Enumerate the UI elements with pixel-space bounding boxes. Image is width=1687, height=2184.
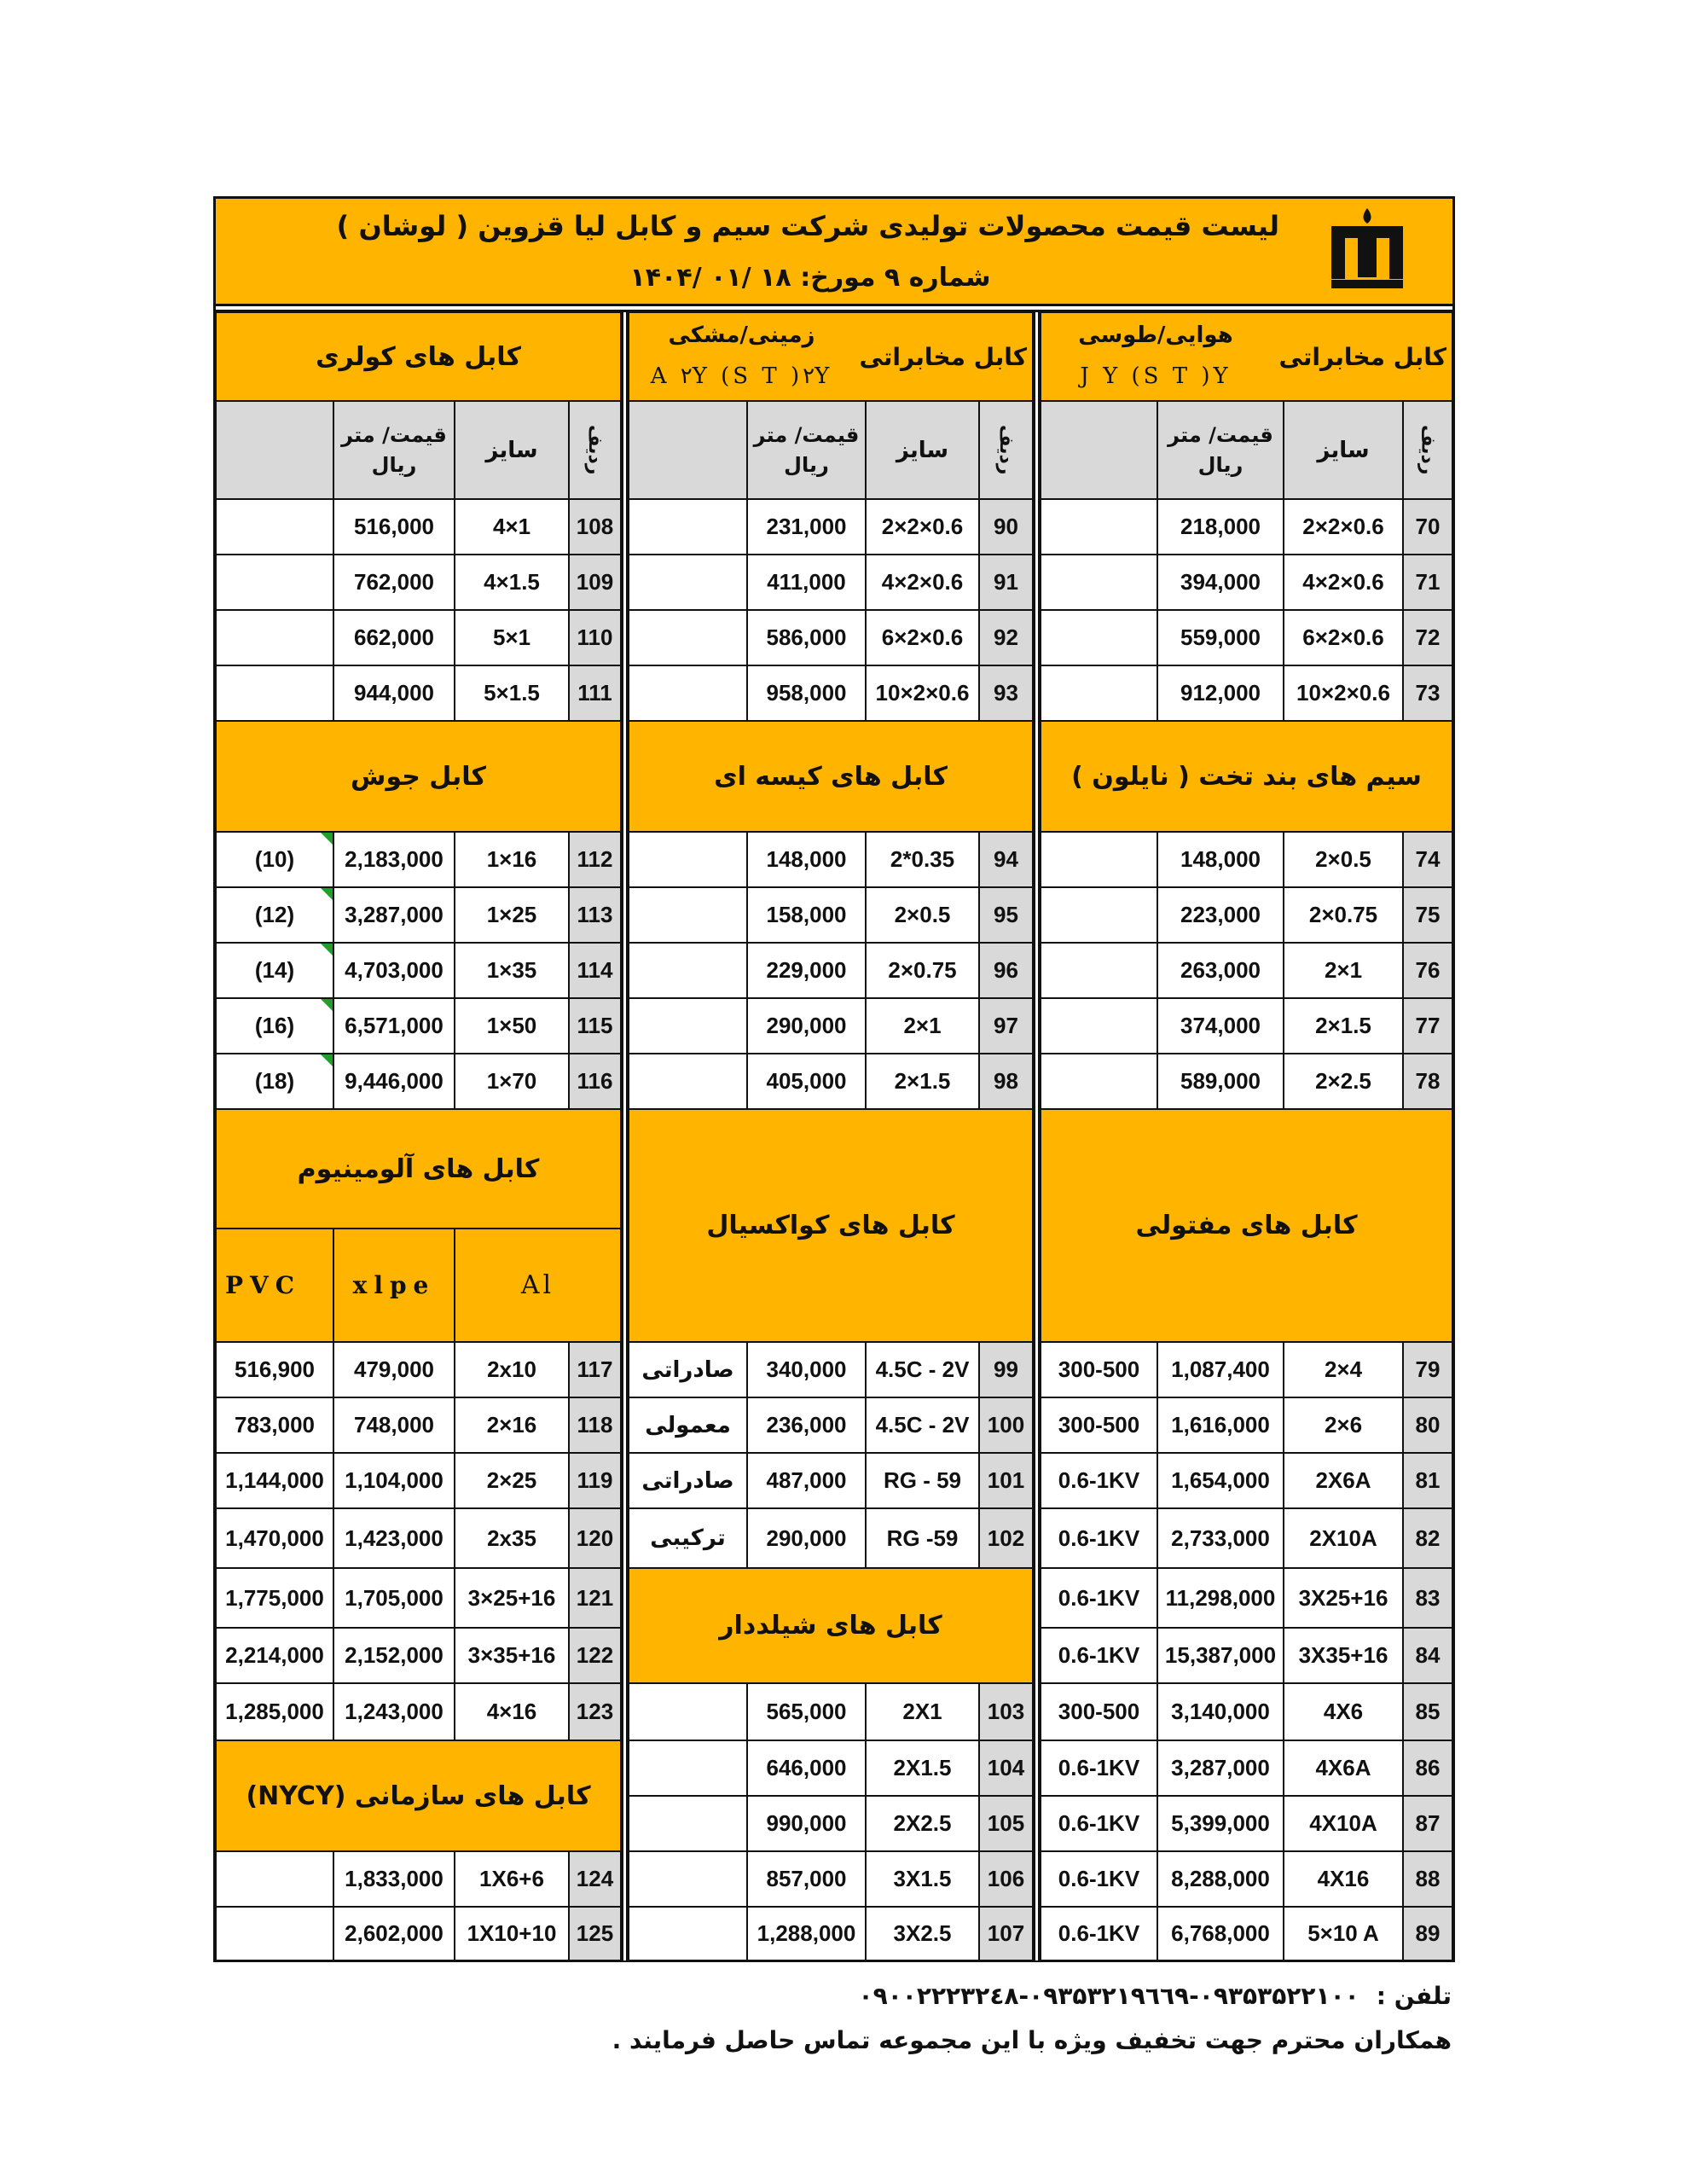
- row-number-cell: 75: [1403, 887, 1452, 943]
- price-cell: 411,000: [747, 555, 866, 610]
- price-cell: 1,833,000: [333, 1851, 455, 1907]
- size-cell: 4×2×0.6: [1284, 555, 1403, 610]
- extra-cell: [1041, 832, 1157, 887]
- row-number-cell: 84: [1403, 1628, 1452, 1683]
- price-cell: 4,703,000: [333, 943, 455, 998]
- empty-header-cell: [216, 401, 333, 499]
- page-subtitle: شماره ۹ مورخ: ۱۸ /۰۱ /۱۴۰۴: [629, 263, 991, 293]
- extra-cell: [629, 1851, 747, 1907]
- row-number-cell: 99: [979, 1342, 1033, 1397]
- extra-cell: [216, 610, 333, 665]
- size-cell: 2×1.5: [1284, 998, 1403, 1054]
- section-title: کابل مخابراتی: [1278, 342, 1446, 371]
- size-cell: 2X2.5: [866, 1796, 979, 1851]
- size-header: سایز: [455, 401, 569, 499]
- price-cell: 2,733,000: [1157, 1508, 1284, 1568]
- xlpe-price-cell: 748,000: [333, 1397, 455, 1453]
- size-cell: 2×16: [455, 1397, 569, 1453]
- size-cell: 1×50: [455, 998, 569, 1054]
- pvc-price-cell: 2,214,000: [216, 1628, 333, 1683]
- row-number-cell: 111: [569, 665, 621, 721]
- extra-cell: [629, 610, 747, 665]
- extra-cell: [216, 1851, 333, 1907]
- row-number-header: [569, 401, 621, 499]
- extra-cell: [1041, 887, 1157, 943]
- size-cell: 3X35+16: [1284, 1628, 1403, 1683]
- row-number-cell: 108: [569, 499, 621, 555]
- price-cell: 158,000: [747, 887, 866, 943]
- phone-label: تلفن :: [1376, 1982, 1452, 2010]
- extra-cell: [216, 665, 333, 721]
- al-column-header: Al: [455, 1228, 621, 1342]
- row-number-header: [979, 401, 1033, 499]
- company-logo-icon: [1320, 203, 1414, 299]
- row-number-cell: 80: [1403, 1397, 1452, 1453]
- size-cell: 1X6+6: [455, 1851, 569, 1907]
- row-number-cell: 90: [979, 499, 1033, 555]
- row-number-cell: 103: [979, 1683, 1033, 1740]
- telecom-section-header: [629, 312, 1033, 401]
- size-cell: 2x35: [455, 1508, 569, 1568]
- price-header: [333, 401, 455, 499]
- size-cell: 2×0.5: [1284, 832, 1403, 887]
- price-cell: 1,087,400: [1157, 1342, 1284, 1397]
- footer-phone: [859, 1979, 1452, 2013]
- price-cell: 646,000: [747, 1740, 866, 1796]
- row-number-cell: 93: [979, 665, 1033, 721]
- size-cell: 4X6A: [1284, 1740, 1403, 1796]
- price-cell: 374,000: [1157, 998, 1284, 1054]
- size-cell: 1X10+10: [455, 1907, 569, 1960]
- price-cell: 6,571,000: [333, 998, 455, 1054]
- row-number-cell: 119: [569, 1453, 621, 1508]
- currency-label: ریال: [784, 452, 829, 477]
- section-header-aluminium: کابل های آلومینیوم: [216, 1109, 621, 1228]
- section-header-welding: کابل جوش: [216, 721, 621, 832]
- row-number-cell: 86: [1403, 1740, 1452, 1796]
- size-cell: 3X25+16: [1284, 1568, 1403, 1628]
- size-cell: 5×1: [455, 610, 569, 665]
- size-cell: 6×2×0.6: [1284, 610, 1403, 665]
- size-header: سایز: [866, 401, 979, 499]
- size-cell: 2×0.75: [866, 943, 979, 998]
- xlpe-price-cell: 1,243,000: [333, 1683, 455, 1740]
- price-cell: 1,288,000: [747, 1907, 866, 1960]
- extra-cell: (12): [216, 887, 333, 943]
- extra-cell: 0.6-1KV: [1041, 1568, 1157, 1628]
- empty-header-cell: [629, 401, 747, 499]
- section-header-flat-wires: سیم های بند تخت ( نایلون ): [1041, 721, 1452, 832]
- extra-cell: [629, 1740, 747, 1796]
- xlpe-price-cell: 1,705,000: [333, 1568, 455, 1628]
- size-cell: 2×6: [1284, 1397, 1403, 1453]
- price-header-label: قیمت/ متر: [1168, 422, 1273, 447]
- price-cell: 229,000: [747, 943, 866, 998]
- extra-cell: ترکیبی: [629, 1508, 747, 1568]
- size-cell: 6×2×0.6: [866, 610, 979, 665]
- row-number-cell: 97: [979, 998, 1033, 1054]
- price-cell: 394,000: [1157, 555, 1284, 610]
- row-number-cell: 71: [1403, 555, 1452, 610]
- price-cell: 290,000: [747, 1508, 866, 1568]
- row-number-cell: 120: [569, 1508, 621, 1568]
- price-cell: 857,000: [747, 1851, 866, 1907]
- size-cell: 4X10A: [1284, 1796, 1403, 1851]
- extra-cell: [629, 943, 747, 998]
- row-number-header-label: ردیف: [995, 425, 1017, 475]
- extra-cell: 0.6-1KV: [1041, 1508, 1157, 1568]
- size-cell: 2×0.75: [1284, 887, 1403, 943]
- size-cell: 4×1: [455, 499, 569, 555]
- row-number-cell: 87: [1403, 1796, 1452, 1851]
- price-cell: 3,140,000: [1157, 1683, 1284, 1740]
- extra-cell: 300-500: [1041, 1397, 1157, 1453]
- row-number-cell: 122: [569, 1628, 621, 1683]
- price-cell: 662,000: [333, 610, 455, 665]
- price-cell: 290,000: [747, 998, 866, 1054]
- size-cell: 1×70: [455, 1054, 569, 1109]
- extra-cell: [1041, 499, 1157, 555]
- row-number-cell: 94: [979, 832, 1033, 887]
- size-cell: 3×25+16: [455, 1568, 569, 1628]
- price-cell: 236,000: [747, 1397, 866, 1453]
- size-cell: RG - 59: [866, 1453, 979, 1508]
- extra-cell: معمولی: [629, 1397, 747, 1453]
- size-cell: 2×1.5: [866, 1054, 979, 1109]
- price-header-label: قیمت/ متر: [753, 422, 860, 447]
- section-header-bag-cables: کابل های کیسه ای: [629, 721, 1033, 832]
- price-cell: 990,000: [747, 1796, 866, 1851]
- size-cell: 1×35: [455, 943, 569, 998]
- row-number-cell: 78: [1403, 1054, 1452, 1109]
- extra-cell: [629, 555, 747, 610]
- pvc-price-cell: 1,470,000: [216, 1508, 333, 1568]
- size-cell: 2×2.5: [1284, 1054, 1403, 1109]
- price-header-label: قیمت/ متر: [341, 422, 447, 447]
- section-title: کابل مخابراتی: [859, 342, 1027, 371]
- extra-cell: 0.6-1KV: [1041, 1740, 1157, 1796]
- size-cell: RG -59: [866, 1508, 979, 1568]
- price-cell: 11,298,000: [1157, 1568, 1284, 1628]
- footer-note: همکاران محترم جهت تخفیف ویژه با این مجموعه تماس حاصل فرمایند .: [612, 2026, 1452, 2054]
- extra-cell: [1041, 943, 1157, 998]
- size-cell: 4X6: [1284, 1683, 1403, 1740]
- section-subtitle: زمینی/مشکی: [668, 322, 815, 348]
- size-cell: 5×1.5: [455, 665, 569, 721]
- phone-numbers: ۰۹۰۰۲۲۲۳۲٤۸-۰۹۳۵۳۲۱۹٦٦۹-۰۹۳۵۳۵۲۲۱۰۰: [858, 1982, 1359, 2010]
- row-number-cell: 114: [569, 943, 621, 998]
- size-cell: 2*0.35: [866, 832, 979, 887]
- price-cell: 340,000: [747, 1342, 866, 1397]
- row-number-cell: 105: [979, 1796, 1033, 1851]
- price-cell: 565,000: [747, 1683, 866, 1740]
- price-header: [1157, 401, 1284, 499]
- pvc-price-cell: 516,900: [216, 1342, 333, 1397]
- row-number-header-label: ردیف: [584, 425, 606, 475]
- price-cell: 148,000: [1157, 832, 1284, 887]
- section-header-color-cables: کابل های کولری: [216, 312, 621, 401]
- size-cell: 5×10 A: [1284, 1907, 1403, 1960]
- extra-cell: 0.6-1KV: [1041, 1453, 1157, 1508]
- size-cell: 2×1: [866, 998, 979, 1054]
- price-cell: 3,287,000: [1157, 1740, 1284, 1796]
- row-number-cell: 113: [569, 887, 621, 943]
- pvc-price-cell: 1,775,000: [216, 1568, 333, 1628]
- xlpe-price-cell: 2,152,000: [333, 1628, 455, 1683]
- size-cell: 2×25: [455, 1453, 569, 1508]
- extra-cell: (10): [216, 832, 333, 887]
- row-number-cell: 107: [979, 1907, 1033, 1960]
- size-cell: 10×2×0.6: [1284, 665, 1403, 721]
- extra-cell: صادراتی: [629, 1342, 747, 1397]
- xlpe-price-cell: 1,104,000: [333, 1453, 455, 1508]
- price-cell: 148,000: [747, 832, 866, 887]
- currency-label: ریال: [1197, 452, 1244, 477]
- price-cell: 6,768,000: [1157, 1907, 1284, 1960]
- row-number-cell: 81: [1403, 1453, 1452, 1508]
- pvc-price-cell: 783,000: [216, 1397, 333, 1453]
- section-header-shielded: کابل های شیلددار: [629, 1568, 1033, 1683]
- row-number-cell: 89: [1403, 1907, 1452, 1960]
- extra-cell: [629, 1683, 747, 1740]
- extra-cell: [1041, 1054, 1157, 1109]
- size-cell: 4×1.5: [455, 555, 569, 610]
- extra-cell: [1041, 665, 1157, 721]
- column-separator: [621, 312, 629, 1960]
- price-cell: 405,000: [747, 1054, 866, 1109]
- row-number-cell: 101: [979, 1453, 1033, 1508]
- price-cell: 958,000: [747, 665, 866, 721]
- price-cell: 15,387,000: [1157, 1628, 1284, 1683]
- row-number-cell: 116: [569, 1054, 621, 1109]
- pvc-column-header: PVC: [216, 1228, 333, 1342]
- empty-header-cell: [1041, 401, 1157, 499]
- size-cell: 2×4: [1284, 1342, 1403, 1397]
- size-cell: 4×16: [455, 1683, 569, 1740]
- extra-cell: [216, 499, 333, 555]
- price-cell: 8,288,000: [1157, 1851, 1284, 1907]
- size-header: سایز: [1284, 401, 1403, 499]
- price-cell: 5,399,000: [1157, 1796, 1284, 1851]
- section-header-stranded: کابل های مفتولی: [1041, 1109, 1452, 1342]
- price-cell: 263,000: [1157, 943, 1284, 998]
- extra-cell: [629, 998, 747, 1054]
- row-number-cell: 79: [1403, 1342, 1452, 1397]
- extra-cell: [216, 555, 333, 610]
- size-cell: 2X6A: [1284, 1453, 1403, 1508]
- price-cell: 3,287,000: [333, 887, 455, 943]
- row-number-cell: 106: [979, 1851, 1033, 1907]
- extra-cell: صادراتی: [629, 1453, 747, 1508]
- size-cell: 4.5C - 2V: [866, 1342, 979, 1397]
- size-cell: 2X10A: [1284, 1508, 1403, 1568]
- size-cell: 1×16: [455, 832, 569, 887]
- extra-cell: [629, 887, 747, 943]
- price-cell: 9,446,000: [333, 1054, 455, 1109]
- size-cell: 3X2.5: [866, 1907, 979, 1960]
- price-cell: 1,616,000: [1157, 1397, 1284, 1453]
- size-cell: 10×2×0.6: [866, 665, 979, 721]
- row-number-cell: 98: [979, 1054, 1033, 1109]
- row-number-cell: 83: [1403, 1568, 1452, 1628]
- row-number-header-label: ردیف: [1417, 425, 1439, 475]
- extra-cell: 0.6-1KV: [1041, 1907, 1157, 1960]
- extra-cell: [629, 832, 747, 887]
- price-cell: 2,602,000: [333, 1907, 455, 1960]
- row-number-cell: 92: [979, 610, 1033, 665]
- row-number-cell: 91: [979, 555, 1033, 610]
- price-cell: 912,000: [1157, 665, 1284, 721]
- extra-cell: [1041, 555, 1157, 610]
- price-cell: 944,000: [333, 665, 455, 721]
- row-number-cell: 123: [569, 1683, 621, 1740]
- page-title: لیست قیمت محصولات تولیدی شرکت سیم و کابل لیا قزوین ( لوشان ): [336, 210, 1279, 242]
- row-number-cell: 74: [1403, 832, 1452, 887]
- extra-cell: 300-500: [1041, 1683, 1157, 1740]
- extra-cell: 300-500: [1041, 1342, 1157, 1397]
- row-number-cell: 110: [569, 610, 621, 665]
- xlpe-price-cell: 1,423,000: [333, 1508, 455, 1568]
- price-cell: 762,000: [333, 555, 455, 610]
- row-number-cell: 118: [569, 1397, 621, 1453]
- extra-cell: [629, 499, 747, 555]
- extra-cell: (18): [216, 1054, 333, 1109]
- row-number-cell: 109: [569, 555, 621, 610]
- extra-cell: (16): [216, 998, 333, 1054]
- pvc-price-cell: 1,144,000: [216, 1453, 333, 1508]
- row-number-cell: 104: [979, 1740, 1033, 1796]
- row-number-cell: 124: [569, 1851, 621, 1907]
- size-cell: 4X16: [1284, 1851, 1403, 1907]
- column-separator: [1033, 312, 1041, 1960]
- row-number-cell: 102: [979, 1508, 1033, 1568]
- size-cell: 2×0.5: [866, 887, 979, 943]
- currency-label: ریال: [371, 452, 417, 477]
- cable-code: J Y (S T )Y: [1080, 363, 1232, 389]
- price-cell: 487,000: [747, 1453, 866, 1508]
- xlpe-column-header: xlpe: [333, 1228, 455, 1342]
- price-cell: 559,000: [1157, 610, 1284, 665]
- size-cell: 4×2×0.6: [866, 555, 979, 610]
- telecom-section-header: [1041, 312, 1452, 401]
- row-number-cell: 115: [569, 998, 621, 1054]
- extra-cell: (14): [216, 943, 333, 998]
- extra-cell: [629, 1907, 747, 1960]
- extra-cell: 0.6-1KV: [1041, 1628, 1157, 1683]
- row-number-header: [1403, 401, 1452, 499]
- price-cell: 231,000: [747, 499, 866, 555]
- row-number-cell: 121: [569, 1568, 621, 1628]
- size-cell: 1×25: [455, 887, 569, 943]
- price-cell: 218,000: [1157, 499, 1284, 555]
- extra-cell: [629, 665, 747, 721]
- section-header-nycy: کابل های سازمانی (NYCY): [216, 1740, 621, 1851]
- extra-cell: [1041, 610, 1157, 665]
- row-number-cell: 82: [1403, 1508, 1452, 1568]
- price-cell: 2,183,000: [333, 832, 455, 887]
- xlpe-price-cell: 479,000: [333, 1342, 455, 1397]
- extra-cell: [629, 1054, 747, 1109]
- price-cell: 223,000: [1157, 887, 1284, 943]
- section-header-coax: کابل های کواکسیال: [629, 1109, 1033, 1342]
- row-number-cell: 117: [569, 1342, 621, 1397]
- row-number-cell: 95: [979, 887, 1033, 943]
- row-number-cell: 112: [569, 832, 621, 887]
- row-number-cell: 73: [1403, 665, 1452, 721]
- size-cell: 2X1: [866, 1683, 979, 1740]
- row-number-cell: 76: [1403, 943, 1452, 998]
- extra-cell: 0.6-1KV: [1041, 1851, 1157, 1907]
- row-number-cell: 85: [1403, 1683, 1452, 1740]
- price-cell: 516,000: [333, 499, 455, 555]
- extra-cell: [629, 1796, 747, 1851]
- price-cell: 586,000: [747, 610, 866, 665]
- extra-cell: [1041, 998, 1157, 1054]
- price-cell: 1,654,000: [1157, 1453, 1284, 1508]
- row-number-cell: 72: [1403, 610, 1452, 665]
- size-cell: 3×35+16: [455, 1628, 569, 1683]
- row-number-cell: 125: [569, 1907, 621, 1960]
- section-subtitle: هوایی/طوسی: [1078, 322, 1233, 348]
- size-cell: 4.5C - 2V: [866, 1397, 979, 1453]
- row-number-cell: 77: [1403, 998, 1452, 1054]
- size-cell: 2×1: [1284, 943, 1403, 998]
- size-cell: 3X1.5: [866, 1851, 979, 1907]
- size-cell: 2×2×0.6: [1284, 499, 1403, 555]
- extra-cell: 0.6-1KV: [1041, 1796, 1157, 1851]
- price-header: [747, 401, 866, 499]
- pvc-price-cell: 1,285,000: [216, 1683, 333, 1740]
- extra-cell: [216, 1907, 333, 1960]
- row-number-cell: 88: [1403, 1851, 1452, 1907]
- row-number-cell: 70: [1403, 499, 1452, 555]
- size-cell: 2X1.5: [866, 1740, 979, 1796]
- row-number-cell: 100: [979, 1397, 1033, 1453]
- size-cell: 2×2×0.6: [866, 499, 979, 555]
- cable-code: A ۲Y (S T )۲Y: [650, 363, 833, 389]
- price-cell: 589,000: [1157, 1054, 1284, 1109]
- size-cell: 2x10: [455, 1342, 569, 1397]
- row-number-cell: 96: [979, 943, 1033, 998]
